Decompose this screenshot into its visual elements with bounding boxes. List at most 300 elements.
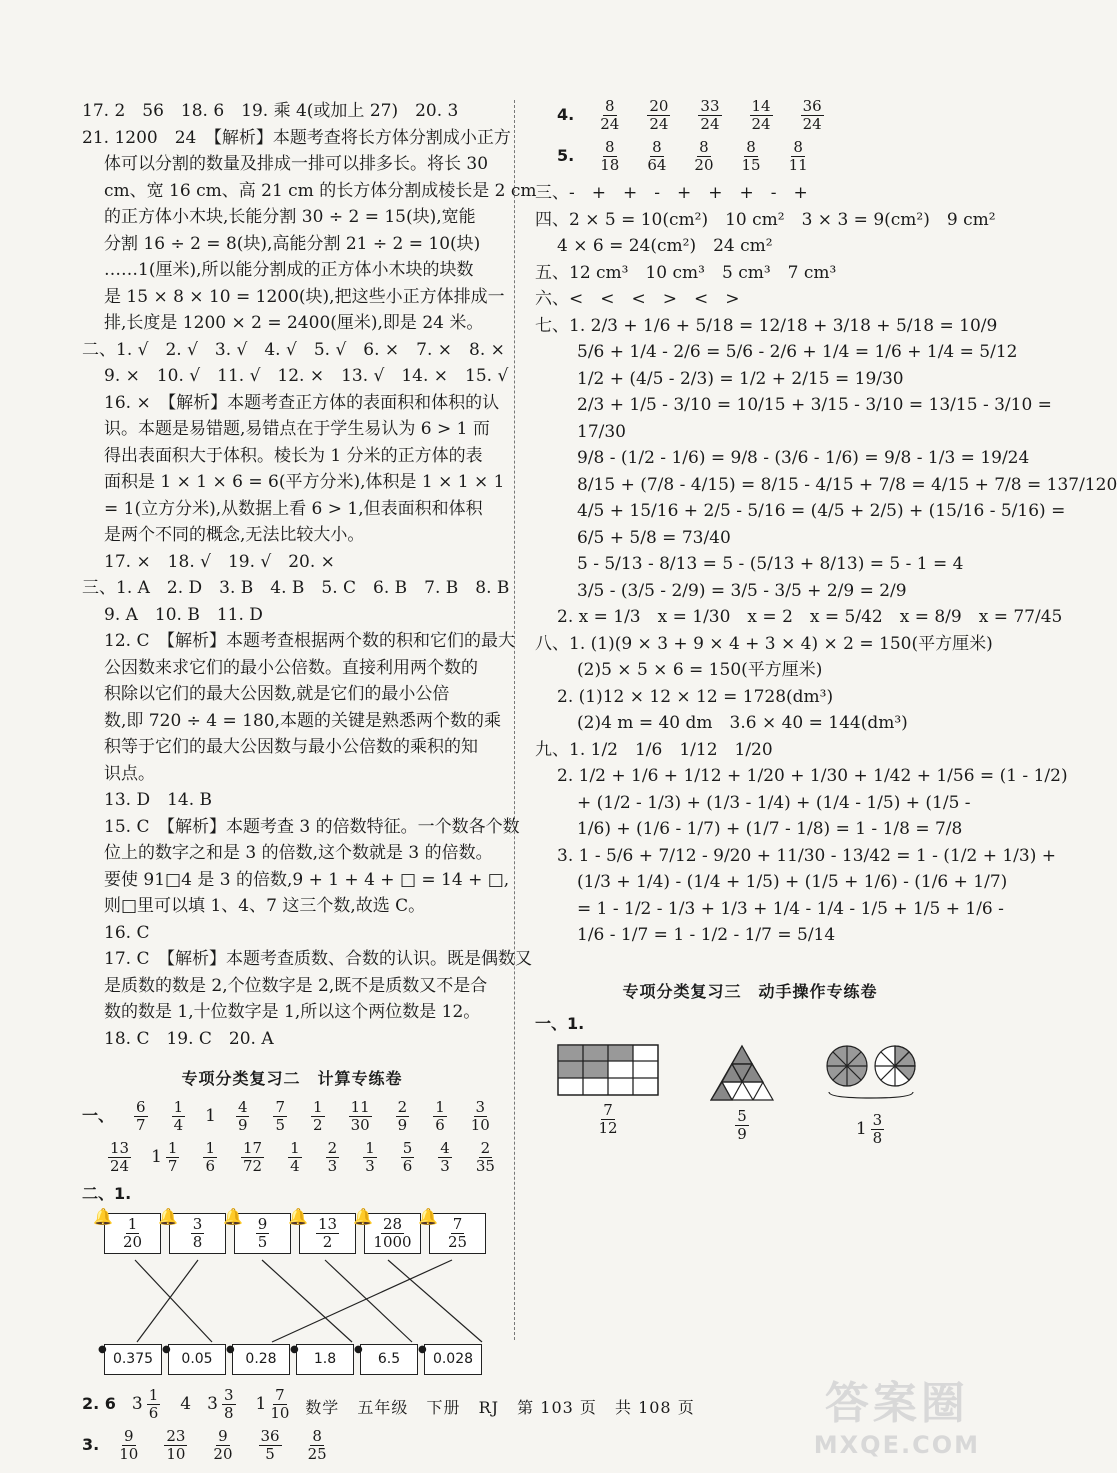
answer-line: 是质数的数是 2,个位数字是 2,既不是质数又不是合	[104, 975, 488, 996]
denominator: 18	[600, 156, 620, 174]
fraction-value	[311, 1099, 325, 1134]
fraction	[304, 1428, 331, 1463]
figure-row	[557, 1044, 965, 1147]
fraction	[104, 1140, 135, 1175]
figure-circles	[825, 1044, 919, 1147]
fraction	[738, 139, 765, 174]
denominator: 7	[136, 1115, 146, 1134]
answer-line: 公因数来求它们的最小公倍数。直接利用两个数的	[104, 657, 478, 678]
denominator: 10	[166, 1444, 186, 1463]
equation-line: = 1 - 1/2 - 1/3 + 1/3 + 1/4 - 1/4 - 1/5 + 1/5 + 1/6 -	[577, 898, 1004, 919]
whole-number: 1	[205, 1105, 216, 1126]
fraction-row	[82, 1099, 502, 1134]
fraction-list	[596, 139, 811, 174]
answer-line: 三、1. A 2. D 3. B 4. B 5. C 6. B 7. B 8. B	[82, 578, 510, 598]
fraction	[160, 1428, 191, 1463]
bell-fraction-card	[353, 1207, 421, 1254]
numerator: 8	[793, 138, 803, 156]
equation-line: 8/15 + (7/8 - 4/15) = 8/15 - 4/15 + 7/8 = 4/15 + 7/8 = 137/120	[577, 474, 1117, 495]
answer-line: 四、2 × 5 = 10(cm²) 10 cm² 3 × 3 = 9(cm²) 9 cm²	[535, 209, 996, 230]
fraction	[191, 1215, 205, 1251]
fraction-value	[308, 1428, 327, 1463]
numerator: 8	[604, 138, 615, 156]
fraction	[255, 1428, 286, 1463]
answer-line: 分割 16 ÷ 2 = 8(块),高能分割 21 ÷ 2 = 10(块)	[104, 233, 481, 254]
answer-line: (2)4 m = 40 dm 3.6 × 40 = 144(dm³)	[577, 713, 908, 733]
fraction-value	[166, 1140, 180, 1175]
fraction	[785, 139, 812, 174]
mixed-number: 1 $\frac{7}{10}$	[255, 1385, 290, 1422]
numerator: 9	[123, 1426, 134, 1445]
denominator: 20	[694, 156, 714, 174]
bell-fraction-card	[288, 1207, 356, 1254]
numerator: 8	[604, 97, 615, 115]
fraction-list	[115, 1428, 330, 1463]
answer-line: cm、宽 16 cm、高 21 cm 的长方体分割成棱长是 2 cm	[104, 180, 537, 201]
match-line	[388, 1260, 482, 1342]
numerator: 8	[699, 138, 709, 156]
equation-line: 2/3 + 1/5 - 3/10 = 10/15 + 3/15 - 3/10 = 13/15 - 3/10 =	[577, 395, 1052, 415]
fraction-value	[256, 1216, 270, 1251]
fraction-value	[288, 1140, 302, 1175]
numerator: 1	[290, 1138, 300, 1157]
answer-line: 数的数是 1,十位数字是 1,所以这个两位数是 12。	[104, 1002, 481, 1022]
fraction	[467, 1099, 494, 1134]
pin-icon: ●	[226, 1344, 235, 1355]
answer-line: 面积是 1 × 1 × 6 = 6(平方分米),体积是 1 × 1 × 1	[104, 472, 505, 492]
fraction	[429, 1099, 451, 1134]
fraction	[392, 1099, 414, 1134]
fraction-cards	[93, 1207, 502, 1254]
figure-fraction	[594, 1102, 621, 1137]
answer-line: 17. 2 56 18. 6 19. 乘 4(或加上 27) 20. 3	[82, 101, 459, 121]
equation-line: + (1/2 - 1/3) + (1/3 - 1/4) + (1/4 - 1/5) + (1/5 -	[577, 792, 971, 813]
denominator: 24	[802, 115, 822, 133]
denominator: 5	[265, 1444, 275, 1463]
numerator: 2	[397, 1097, 408, 1116]
denominator: 8	[192, 1233, 203, 1251]
question-label: 2. 6	[82, 1393, 116, 1413]
equation-line: 6/5 + 5/8 = 73/40	[577, 527, 731, 548]
bell-icon: 🔔	[288, 1207, 308, 1226]
equation-line: 2. 1/2 + 1/6 + 1/12 + 1/20 + 1/30 + 1/42 + 1/56 = (1 - 1/2)	[557, 766, 1068, 786]
bell-icon: 🔔	[418, 1207, 438, 1226]
fraction-value	[123, 1216, 142, 1251]
answer-line: 15. C 【解析】本题考查 3 的倍数特征。一个数各个数	[104, 816, 520, 837]
denominator: 9	[737, 1124, 747, 1143]
watermark-logo	[814, 1367, 980, 1459]
fraction	[232, 1099, 254, 1134]
fraction	[168, 1099, 190, 1134]
answer-line: 积等于它们的最大公因数与最小公倍数的乘积的知	[104, 737, 478, 757]
fraction-value	[476, 1140, 495, 1175]
fraction	[237, 1140, 268, 1175]
matching-lines	[82, 1256, 502, 1344]
answer-line: 13. D 14. B	[104, 790, 213, 810]
denominator: 20	[213, 1444, 233, 1463]
fraction	[199, 1140, 221, 1175]
answer-line: 位上的数字之和是 3 的倍数,这个数就是 3 的倍数。	[104, 843, 493, 863]
denominator: 30	[350, 1115, 370, 1134]
denominator: 8	[872, 1128, 883, 1147]
whole-part: 1	[855, 1118, 867, 1139]
footer-total: 共 108 页	[614, 1398, 695, 1417]
fraction-value	[750, 98, 773, 133]
fraction-value	[600, 98, 619, 133]
fraction-value	[349, 1099, 372, 1134]
question-label: 3.	[82, 1434, 100, 1454]
answer-line: 4 × 6 = 24(cm²) 24 cm²	[557, 236, 773, 256]
right-column	[535, 97, 1117, 1147]
decimal-cards	[98, 1344, 502, 1375]
fraction-value	[789, 139, 808, 174]
answer-line: 要使 91□4 是 3 的倍数,9 + 1 + 4 + □ = 14 + □,	[104, 869, 510, 890]
footer-page: 第 103 页	[517, 1398, 597, 1417]
fraction	[690, 139, 717, 174]
fraction	[151, 1140, 183, 1175]
answer-line: 12. C 【解析】本题考查根据两个数的积和它们的最大	[104, 631, 515, 651]
fraction-value	[448, 1216, 467, 1251]
decimal-card	[354, 1344, 418, 1375]
fraction	[746, 98, 777, 133]
fraction-value	[273, 1099, 287, 1134]
numerator: 1	[313, 1097, 323, 1116]
figure-fraction	[856, 1112, 888, 1147]
numerator: 1	[365, 1138, 375, 1157]
fraction	[130, 1099, 152, 1134]
equation-line: 5/6 + 1/4 - 2/6 = 5/6 - 2/6 + 1/4 = 1/6 + 1/4 = 5/12	[577, 342, 1018, 362]
numerator: 23	[166, 1426, 186, 1445]
denominator: 3	[365, 1156, 375, 1175]
denominator: 4	[290, 1156, 300, 1175]
numerator: 3	[192, 1215, 203, 1233]
numerator: 2	[480, 1138, 491, 1157]
answer-line: 是 15 × 8 × 10 = 1200(块),把这些小正方体排成一	[104, 286, 505, 307]
denominator: 9	[237, 1115, 248, 1134]
grid-rectangle-figure	[557, 1044, 659, 1096]
fraction	[115, 1428, 142, 1463]
denominator: 6	[402, 1156, 413, 1175]
fraction	[855, 1110, 888, 1147]
numerator: 36	[802, 97, 822, 115]
fraction	[284, 1140, 306, 1175]
answer-line: 数,即 720 ÷ 4 = 180,本题的关键是熟悉两个数的乘	[104, 710, 502, 731]
numerator: 1	[205, 1138, 216, 1157]
fraction	[596, 98, 623, 133]
denominator: 5	[257, 1233, 268, 1251]
question-3-row	[82, 1428, 502, 1463]
answer-line: 17. × 18. √ 19. √ 20. ×	[104, 551, 335, 572]
answer-line: = 1(立方分米),从数据上看 6 > 1,但表面积和体积	[104, 498, 483, 519]
footer-edition: RJ	[478, 1398, 500, 1417]
denominator: 24	[110, 1156, 130, 1175]
fraction-row	[82, 1140, 502, 1175]
fraction	[256, 1215, 270, 1251]
question-label: 5.	[557, 146, 575, 166]
fraction	[594, 1100, 621, 1137]
pin-icon: ●	[98, 1344, 107, 1355]
footer-volume: 下册	[426, 1398, 461, 1417]
numerator: 20	[649, 97, 669, 115]
question-label: 二、1.	[82, 1183, 132, 1203]
match-line	[272, 1260, 452, 1342]
denominator: 24	[600, 115, 620, 133]
numerator: 36	[260, 1426, 280, 1445]
numerator: 9	[218, 1426, 228, 1445]
bell-icon: 🔔	[223, 1207, 243, 1226]
fraction-value	[698, 98, 721, 133]
fraction-value	[735, 1108, 749, 1143]
fraction	[316, 1215, 339, 1251]
fraction-value	[471, 1099, 490, 1134]
bell-icon: 🔔	[353, 1207, 373, 1226]
numerator: 2	[327, 1138, 338, 1157]
fraction-value	[694, 139, 713, 174]
fraction	[643, 98, 674, 133]
pin-icon: ●	[354, 1344, 363, 1355]
denominator: 10	[119, 1444, 139, 1463]
fraction-row	[535, 139, 965, 174]
column-divider	[514, 100, 515, 1340]
denominator: 24	[751, 115, 771, 133]
equation-line: 3. 1 - 5/6 + 7/12 - 9/20 + 11/30 - 13/42 = 1 - (1/2 + 1/3) +	[557, 845, 1056, 866]
numerator: 33	[700, 97, 720, 115]
answer-line: 得出表面积大于体积。棱长为 1 分米的正方体的表	[104, 445, 483, 466]
fraction	[307, 1099, 329, 1134]
figure-fraction	[731, 1108, 753, 1143]
numerator: 7	[603, 1100, 613, 1119]
decimal-card	[418, 1344, 482, 1375]
numerator: 9	[257, 1215, 268, 1233]
answer-line: 的正方体小木块,长能分割 30 ÷ 2 = 15(块),宽能	[104, 207, 476, 227]
question-label: 4.	[557, 105, 575, 125]
fraction-value	[108, 1140, 131, 1175]
denominator: 3	[440, 1156, 450, 1175]
denominator: 10	[470, 1115, 490, 1134]
fraction-value	[191, 1216, 205, 1251]
decimal-value: 0.028	[432, 1351, 474, 1367]
decimal-card	[290, 1344, 354, 1375]
numerator: 1	[167, 1138, 178, 1157]
section-title: 专项分类复习二 计算专练卷	[181, 1069, 403, 1088]
answer-line: 则□里可以填 1、4、7 这三个数,故选 C。	[104, 896, 426, 916]
fraction-value	[373, 1216, 411, 1251]
bell-fraction-card	[158, 1207, 226, 1254]
bell-icon: 🔔	[93, 1207, 113, 1226]
fraction-value	[401, 1140, 415, 1175]
answer-line: ……1(厘米),所以能分割成的正方体小木块的块数	[104, 260, 474, 280]
answer-line: 16. × 【解析】本题考查正方体的表面积和体积的认	[104, 392, 500, 413]
decimal-value: 1.8	[313, 1351, 337, 1367]
denominator: 24	[649, 115, 669, 133]
equation-line: 2. x = 1/3 x = 1/30 x = 2 x = 5/42 x = 8/9 x = 77/45	[557, 607, 1063, 627]
answer-line: 体可以分割的数量及排成一排可以排多长。将长 30	[104, 154, 489, 174]
denominator: 2	[322, 1233, 333, 1251]
equation-line: 1/2 + (4/5 - 2/3) = 1/2 + 2/15 = 19/30	[577, 368, 904, 389]
bell-fraction-card	[418, 1207, 486, 1254]
answer-line: 五、12 cm³ 10 cm³ 5 cm³ 7 cm³	[535, 262, 837, 283]
fraction-value	[871, 1112, 885, 1147]
footer-grade: 五年级	[357, 1398, 409, 1417]
fraction	[643, 139, 670, 174]
denominator: 9	[397, 1115, 408, 1134]
fraction	[345, 1099, 376, 1134]
fraction	[397, 1140, 419, 1175]
fraction-value	[647, 98, 670, 133]
numerator: 8	[652, 138, 662, 156]
numerator: 11	[350, 1097, 370, 1116]
figure-triangle	[709, 1044, 775, 1143]
denominator: 3	[327, 1156, 338, 1175]
answer-line: 9. A 10. B 11. D	[104, 604, 263, 625]
fraction	[731, 1106, 753, 1143]
whole-number: 4	[180, 1393, 192, 1414]
fraction-value	[326, 1140, 340, 1175]
equation-line: 1/6) + (1/6 - 1/7) + (1/7 - 1/8) = 1 - 1/8 = 7/8	[577, 819, 963, 839]
numerator: 6	[136, 1097, 146, 1116]
answer-line: 16. C	[104, 922, 150, 943]
fraction-list	[104, 1140, 499, 1175]
denominator: 64	[647, 156, 667, 174]
denominator: 6	[205, 1156, 216, 1175]
numerator: 1	[127, 1215, 138, 1233]
decimal-value: 6.5	[377, 1351, 401, 1367]
fraction-value	[213, 1428, 232, 1463]
pin-icon: ●	[290, 1344, 299, 1355]
matching-exercise	[82, 1181, 502, 1375]
fraction	[209, 1428, 236, 1463]
decimal-value: 0.375	[112, 1351, 154, 1367]
fraction-value	[172, 1099, 186, 1134]
fraction	[797, 98, 828, 133]
equation-line: 七、1. 2/3 + 1/6 + 5/18 = 12/18 + 3/18 + 5/18 = 10/9	[535, 315, 998, 336]
mixed-number: 3 $\frac{1}{6}$	[131, 1385, 159, 1422]
numerator: 5	[402, 1138, 413, 1157]
fraction-value	[316, 1216, 339, 1251]
numerator: 3	[475, 1097, 486, 1116]
fraction	[359, 1140, 381, 1175]
whole-part: 1	[151, 1146, 162, 1167]
denominator: 35	[475, 1156, 495, 1175]
section-title: 专项分类复习三 动手操作专练卷	[622, 981, 878, 1001]
answer-line: 2. (1)12 × 12 × 12 = 1728(dm³)	[557, 686, 834, 707]
numerator: 7	[452, 1215, 463, 1233]
denominator: 20	[122, 1233, 143, 1251]
fraction-value	[241, 1140, 264, 1175]
numerator: 1	[173, 1097, 184, 1116]
answer-line: 9. × 10. √ 11. √ 12. × 13. √ 14. × 15. √	[104, 366, 509, 386]
fraction-value	[236, 1099, 250, 1134]
answer-line: 八、1. (1)(9 × 3 + 9 × 4 + 3 × 4) × 2 = 150(平方厘米)	[535, 633, 993, 654]
pin-icon: ●	[162, 1344, 171, 1355]
decimal-value: 0.05	[181, 1351, 213, 1367]
fraction-value	[600, 139, 619, 174]
fraction-value	[119, 1428, 138, 1463]
numerator: 13	[110, 1138, 130, 1157]
bell-fraction-card	[93, 1207, 161, 1254]
fraction-value	[647, 139, 666, 174]
equation-line: (1/3 + 1/4) - (1/4 + 1/5) + (1/5 + 1/6) - (1/6 + 1/7)	[577, 872, 1008, 892]
fraction-value	[396, 1099, 410, 1134]
fraction-value	[598, 1102, 617, 1137]
denominator: 4	[173, 1115, 184, 1134]
numerator: 1	[435, 1097, 445, 1116]
fraction-value	[438, 1140, 452, 1175]
answer-line: 二、1. √ 2. √ 3. √ 4. √ 5. √ 6. × 7. × 8. ×	[82, 339, 505, 360]
footer-subject: 数学	[305, 1398, 340, 1417]
denominator: 11	[788, 156, 808, 174]
decimal-value: 0.28	[245, 1351, 277, 1367]
answer-line: 六、< < < > < >	[535, 289, 740, 309]
answer-line: 三、- + + - + + + - +	[535, 183, 808, 203]
fraction	[472, 1140, 499, 1175]
fraction-value	[259, 1428, 282, 1463]
answer-line: (2)5 × 5 × 6 = 150(平方厘米)	[577, 660, 823, 680]
watermark-url: MXQE.COM	[813, 1431, 980, 1459]
mixed-number: 3 $\frac{3}{8}$	[207, 1385, 234, 1422]
fraction-value	[203, 1140, 217, 1175]
bell-icon: 🔔	[158, 1207, 178, 1226]
bell-fraction-card	[223, 1207, 291, 1254]
fraction	[269, 1099, 291, 1134]
triangle-figure	[709, 1044, 775, 1102]
equation-line: 17/30	[577, 421, 626, 442]
answer-line: 17. C 【解析】本题考查质数、合数的认识。既是偶数又	[104, 949, 532, 969]
denominator: 72	[243, 1156, 263, 1175]
denominator: 15	[741, 156, 761, 174]
numerator: 17	[243, 1138, 263, 1157]
decimal-card	[162, 1344, 226, 1375]
question-label: 一、	[82, 1105, 115, 1125]
denominator: 24	[700, 115, 720, 133]
fraction-value	[164, 1428, 187, 1463]
numerator: 3	[872, 1110, 883, 1129]
numerator: 7	[275, 1097, 286, 1116]
decimal-card	[98, 1344, 162, 1375]
equation-line: 9/8 - (1/2 - 1/6) = 9/8 - (3/6 - 1/6) = 9/8 - 1/3 = 19/24	[577, 448, 1030, 468]
fraction	[434, 1140, 456, 1175]
numerator: 28	[382, 1215, 403, 1233]
numerator: 4	[237, 1097, 248, 1116]
fraction	[447, 1215, 468, 1251]
fraction-value	[363, 1140, 377, 1175]
equation-line: 1/6 - 1/7 = 1 - 1/2 - 1/7 = 5/14	[577, 925, 836, 945]
equation-line: 3/5 - (3/5 - 2/9) = 3/5 - 3/5 + 2/9 = 2/9	[577, 580, 907, 601]
question-label: 一、1.	[535, 1014, 585, 1033]
numerator: 4	[440, 1138, 450, 1157]
answer-line: 识。本题是易错题,易错点在于学生易认为 6 > 1 而	[104, 419, 490, 439]
watermark-text: 答案圈	[824, 1378, 969, 1429]
fraction-value	[433, 1099, 447, 1134]
fraction-value	[742, 139, 761, 174]
fraction-value	[801, 98, 824, 133]
denominator: 5	[275, 1115, 286, 1134]
denominator: 25	[307, 1444, 327, 1463]
fraction	[373, 1215, 412, 1251]
answer-line: 积除以它们的最大公因数,就是它们的最小公倍	[104, 684, 450, 704]
denominator: 25	[447, 1233, 468, 1251]
denominator: 7	[167, 1156, 178, 1175]
denominator: 6	[435, 1115, 445, 1134]
fraction	[694, 98, 725, 133]
fraction	[322, 1140, 344, 1175]
numerator: 5	[737, 1106, 747, 1125]
numerator: 8	[312, 1426, 322, 1445]
fraction	[122, 1215, 143, 1251]
answer-line: 九、1. 1/2 1/6 1/12 1/20	[535, 739, 773, 760]
decimal-card	[226, 1344, 290, 1375]
equation-line: 4/5 + 15/16 + 2/5 - 5/16 = (4/5 + 2/5) + (15/16 - 5/16) =	[577, 501, 1066, 521]
